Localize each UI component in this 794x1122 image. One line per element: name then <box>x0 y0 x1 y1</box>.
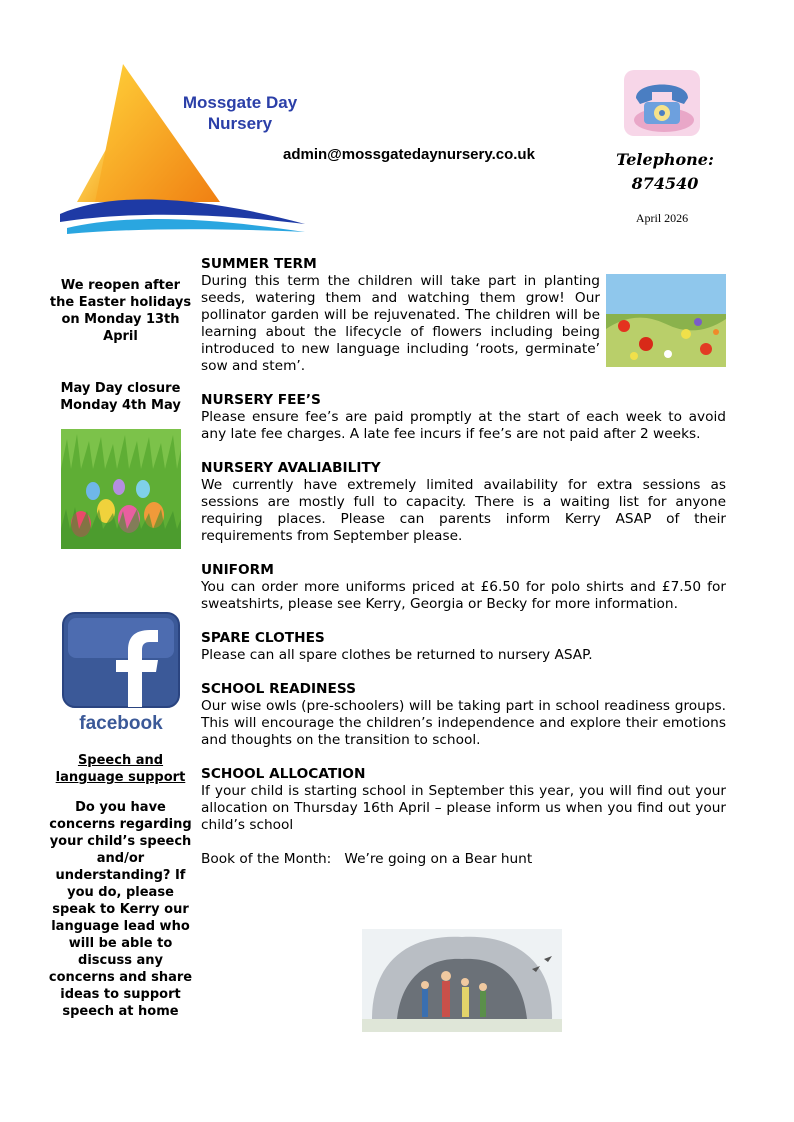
sailboat-logo <box>55 62 310 237</box>
section-summer-term <box>201 256 726 375</box>
closure-notice: May Day closure Monday 4th May <box>60 381 181 413</box>
section-body: During this term the children will take part in planting seeds, watering them and watching them grow! Our pollinator garden will be rejuvenated. The children will be learning about the lifecycle of flowers including being introduced to new language including ‘roots, germinate’ sow and stem’. <box>201 273 600 374</box>
section-school-readiness <box>201 681 726 749</box>
easter-eggs-image <box>61 429 181 549</box>
section-body: Please ensure fee’s are paid promptly at the start of each week to avoid any late fee charges. A late fee incurs if fee’s are not paid after 2 weeks. <box>201 409 726 442</box>
section-body: You can order more uniforms priced at £6.50 for polo shirts and £7.50 for sweatshirts, please see Kerry, Georgia or Becky for more information. <box>201 579 726 612</box>
section-body: Please can all spare clothes be returned to nursery ASAP. <box>201 647 593 663</box>
book-of-the-month: Book of the Month: We’re going on a Bear hunt <box>201 851 533 867</box>
issue-date: April 2026 <box>635 211 689 225</box>
section-title: NURSERY FEE’S <box>201 392 321 408</box>
email-address[interactable]: admin@mossgatedaynursery.co.uk <box>283 146 535 163</box>
section-uniform <box>201 562 726 613</box>
reopen-notice: We reopen after the Easter holidays on Monday 13th April <box>49 278 192 344</box>
section-title: UNIFORM <box>201 562 274 578</box>
section-body: We currently have extremely limited availability for extra sessions as sessions are mostly full to capacity. There is a waiting list for anyone requiring places. Please can parents inform Kerry ASAP of their requirements from September please. <box>201 477 726 544</box>
facebook-label: facebook <box>79 713 163 734</box>
telephone-icon <box>624 70 700 136</box>
bear-hunt-image <box>362 929 562 1032</box>
section-body: If your child is starting school in September this year, you will find out your allocation on Thursday 16th April – please inform us when you find out your child’s school <box>201 783 726 833</box>
section-nursery-fees <box>201 392 726 443</box>
section-school-allocation <box>201 766 726 834</box>
facebook-icon[interactable] <box>62 612 180 734</box>
wildflowers-image <box>606 274 726 367</box>
logo-text: Mossgate Day Nursery <box>182 93 298 133</box>
speech-support-title: Speech and language support <box>55 753 186 785</box>
section-title: SPARE CLOTHES <box>201 630 325 646</box>
section-availability <box>201 460 726 545</box>
section-title: SUMMER TERM <box>201 256 317 272</box>
section-title: NURSERY AVALIABILITY <box>201 460 381 476</box>
section-title: SCHOOL READINESS <box>201 681 356 697</box>
section-spare-clothes <box>201 630 726 664</box>
telephone-number[interactable]: 874540 <box>631 174 699 193</box>
section-body: Our wise owls (pre-schoolers) will be taking part in school readiness groups. This will encourage the children’s independence and explore their emotions and thoughts on the transition to school. <box>201 698 726 748</box>
speech-support-body: Do you have concerns regarding your child’s speech and/or understanding? If you do, please speak to Kerry our language lead who will be able to discuss any concerns and share ideas to support speech at home <box>48 800 193 1019</box>
section-title: SCHOOL ALLOCATION <box>201 766 366 782</box>
main-content <box>201 256 726 868</box>
telephone-label: Telephone: <box>616 150 714 169</box>
